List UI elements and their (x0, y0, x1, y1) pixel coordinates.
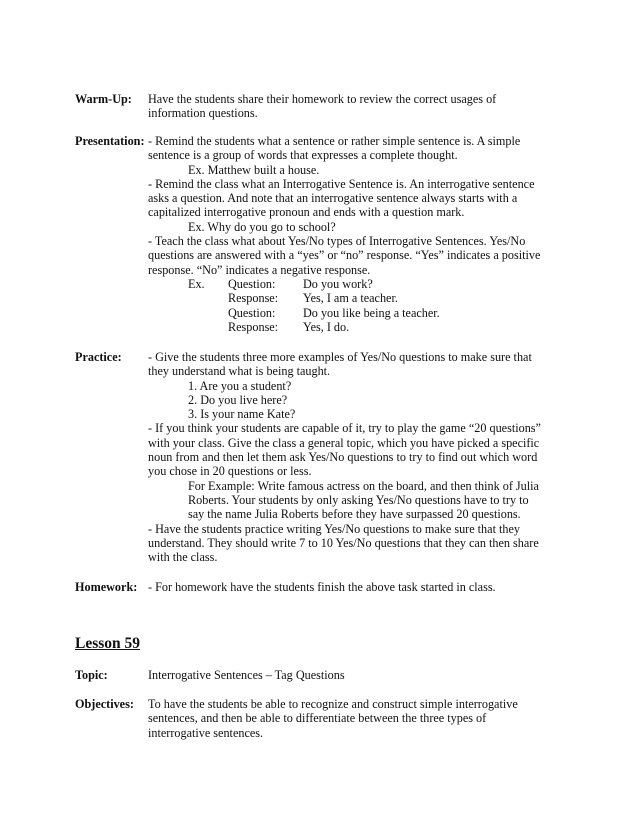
practice-line: they understand what is being taught. (148, 364, 331, 379)
presentation-line: sentence is a group of words that expresses a complete thought. (148, 148, 458, 163)
practice-example-question: 3. Is your name Kate? (188, 407, 296, 422)
practice-example-line: For Example: Write famous actress on the board, and then think of Julia (188, 478, 539, 493)
practice-example-line: Roberts. Your students by only asking Yes/No questions have to try to (188, 492, 529, 507)
presentation-line: response. “No” indicates a negative response. (148, 262, 371, 277)
practice-line: with your class. Give the class a general topic, which you have picked a specific (148, 435, 540, 450)
warmup-line: information questions. (148, 106, 258, 121)
presentation-line: - Remind the class what an Interrogative Sentence is. An interrogative sentence (148, 176, 535, 191)
practice-content (148, 350, 578, 564)
objectives-content (148, 697, 578, 740)
presentation-example: Ex. Why do you go to school? (188, 219, 336, 234)
example-label: Ex. (188, 276, 205, 291)
practice-line: you chose in 20 questions or less. (148, 464, 312, 479)
presentation-line: capitalized interrogative pronoun and ends with a question mark. (148, 205, 465, 220)
topic-content (148, 668, 578, 682)
objectives-line: To have the students be able to recognize and construct simple interrogative (148, 697, 518, 711)
topic-label: Topic: (75, 668, 108, 682)
qa-label: Response: (228, 319, 279, 334)
homework-content (148, 580, 578, 594)
practice-example-question: 1. Are you a student? (188, 378, 292, 393)
presentation-line: - Remind the students what a sentence or rather simple sentence is. A simple (148, 134, 521, 148)
practice-line: noun from and then let them ask Yes/No questions to try to find out which word (148, 450, 538, 465)
qa-label: Question: (228, 276, 276, 291)
lesson-title: Lesson 59 (75, 635, 141, 652)
warmup-label: Warm-Up: (75, 92, 132, 106)
qa-label: Question: (228, 305, 276, 320)
objectives-label: Objectives: (75, 697, 134, 711)
practice-line: - Have the students practice writing Yes/No questions to make sure that they (148, 521, 520, 536)
presentation-label: Presentation: (75, 134, 145, 148)
qa-row (148, 291, 578, 305)
homework-label: Homework: (75, 580, 138, 594)
practice-label: Practice: (75, 350, 122, 364)
presentation-line: questions are answered with a “yes” or “no” response. “Yes” indicates a positive (148, 248, 541, 263)
objectives-line: sentences, and then be able to differentiate between the three types of (148, 711, 487, 726)
qa-label: Response: (228, 291, 279, 306)
practice-line: - Give the students three more examples of Yes/No questions to make sure that (148, 350, 532, 364)
presentation-content (148, 134, 578, 334)
qa-text: Do you work? (303, 276, 373, 291)
warmup-content (148, 92, 578, 121)
practice-line: with the class. (148, 550, 218, 565)
qa-row (148, 306, 578, 320)
practice-line: - If you think your students are capable of it, try to play the game “20 questions” (148, 421, 541, 436)
presentation-line: - Teach the class what about Yes/No types of Interrogative Sentences. Yes/No (148, 234, 526, 249)
qa-text: Do you like being a teacher. (303, 305, 440, 320)
practice-example-question: 2. Do you live here? (188, 392, 288, 407)
qa-text: Yes, I do. (303, 319, 350, 334)
qa-text: Yes, I am a teacher. (303, 291, 398, 306)
presentation-line: asks a question. And note that an interrogative sentence always starts with a (148, 191, 518, 206)
homework-text: - For homework have the students finish the above task started in class. (148, 580, 496, 594)
practice-example-line: say the name Julia Roberts before they have surpassed 20 questions. (188, 507, 521, 522)
topic-text: Interrogative Sentences – Tag Questions (148, 668, 345, 682)
qa-row (148, 277, 578, 291)
objectives-line: interrogative sentences. (148, 725, 264, 740)
presentation-example: Ex. Matthew built a house. (188, 162, 320, 177)
practice-line: understand. They should write 7 to 10 Yes/No questions that they can then share (148, 535, 539, 550)
qa-row (148, 320, 578, 334)
warmup-line: Have the students share their homework to review the correct usages of (148, 92, 497, 106)
